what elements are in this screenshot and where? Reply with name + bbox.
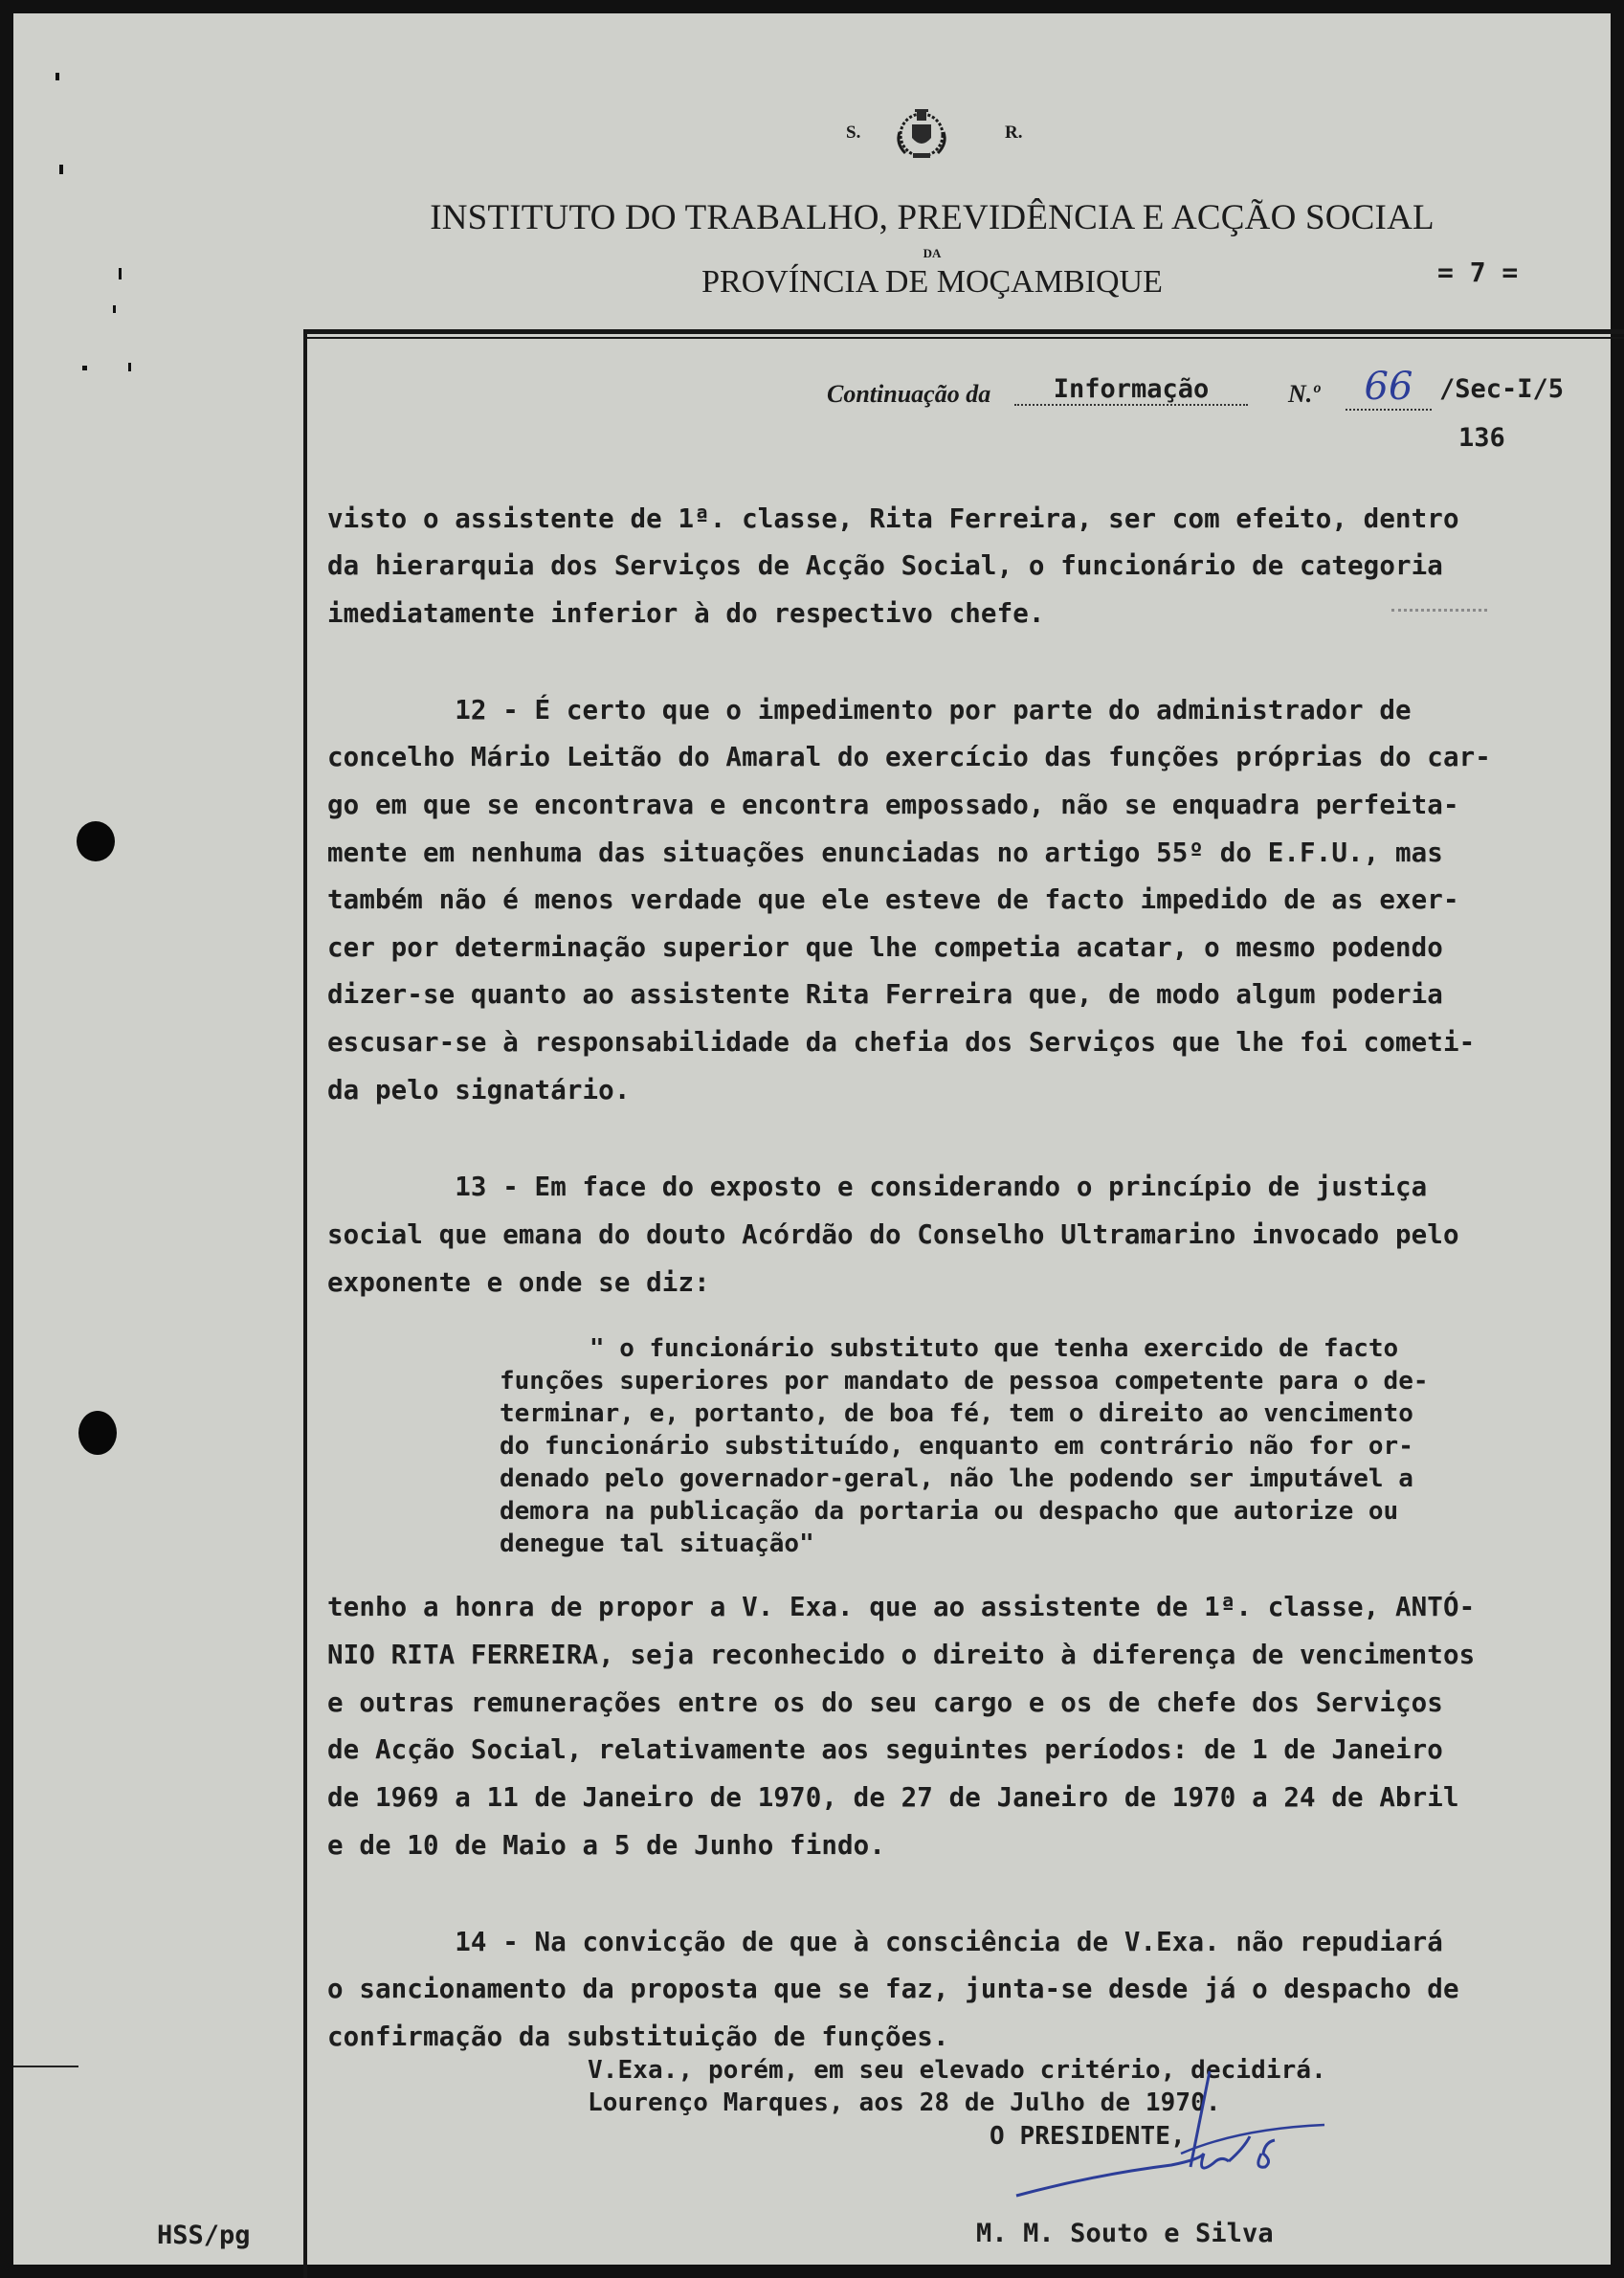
quote-line: terminar, e, portanto, de boa fé, tem o direito ao vencimento xyxy=(500,1399,1413,1428)
text-line: 13 - Em face do exposto e considerando o princípio de justiça xyxy=(327,1172,1428,1202)
punch-hole-upper xyxy=(77,821,115,861)
text-line: imediatamente inferior à do respectivo chefe. xyxy=(327,598,1045,629)
quote-line: do funcionário substituído, enquanto em contrário não for or- xyxy=(500,1432,1413,1461)
punch-hole-lower xyxy=(78,1411,117,1455)
text-line: tenho a honra de propor a V. Exa. que ao assistente de 1ª. classe, ANTÓ- xyxy=(327,1592,1476,1622)
margin-speck xyxy=(119,268,122,279)
text-line: go em que se encontrava e encontra empossado, não se enquadra perfeita- xyxy=(327,790,1459,820)
document-type: Informação xyxy=(1014,374,1248,406)
text-line: de 1969 a 11 de Janeiro de 1970, de 27 de Janeiro de 1970 a 24 de Abril xyxy=(327,1782,1459,1813)
text-line: concelho Mário Leitão do Amaral do exercício das funções próprias do car- xyxy=(327,742,1491,772)
text-line: de Acção Social, relativamente aos seguintes períodos: de 1 de Janeiro xyxy=(327,1734,1443,1765)
province-name: PROVÍNCIA DE MOÇAMBIQUE xyxy=(701,264,1163,300)
quote-line: demora na publicação da portaria ou despacho que autorize ou xyxy=(500,1497,1399,1526)
text-line: também não é menos verdade que ele esteve de facto impedido de as exer- xyxy=(327,884,1459,915)
coat-of-arms-icon xyxy=(892,105,951,165)
typist-initials: HSS/pg xyxy=(157,2221,251,2250)
text-line: visto o assistente de 1ª. classe, Rita Ferreira, ser com efeito, dentro xyxy=(327,503,1459,534)
continuation-label: Continuação da xyxy=(827,380,991,408)
frame-rule-left xyxy=(303,329,307,2278)
text-line: exponente e onde se diz: xyxy=(327,1267,710,1298)
handwritten-number: 66 xyxy=(1346,365,1432,411)
text-line: e outras remunerações entre os do seu cargo e os de chefe dos Serviços xyxy=(327,1687,1443,1718)
text-line: da pelo signatário. xyxy=(327,1075,631,1106)
emblem-letter-r: R. xyxy=(1005,123,1023,143)
quote-line: denegue tal situação" xyxy=(500,1530,814,1558)
frame-rule-top-thin xyxy=(303,337,1624,339)
text-line: dizer-se quanto ao assistente Rita Ferreira que, de modo algum poderia xyxy=(327,979,1443,1010)
faint-mark xyxy=(1391,609,1487,614)
text-line: 12 - É certo que o impedimento por parte do administrador de xyxy=(327,695,1412,726)
institute-name: INSTITUTO DO TRABALHO, PREVIDÊNCIA E ACÇÃO SOCIAL xyxy=(430,198,1435,237)
text-line: confirmação da substituição de funções. xyxy=(327,2021,949,2052)
signatory-title: O PRESIDENTE, xyxy=(990,2122,1186,2151)
margin-speck xyxy=(82,366,87,370)
text-line: mente em nenhuma das situações enunciadas no artigo 55º do E.F.U., mas xyxy=(327,838,1443,868)
sub-number: 136 xyxy=(1458,423,1505,453)
signatory-name: M. M. Souto e Silva xyxy=(976,2219,1274,2248)
closing-line: V.Exa., porém, em seu elevado critério, decidirá. xyxy=(588,2056,1326,2085)
text-line: cer por determinação superior que lhe competia acatar, o mesmo podendo xyxy=(327,932,1443,963)
emblem-row xyxy=(846,105,1076,163)
number-suffix: /Sec-I/5 xyxy=(1439,374,1565,404)
text-line: NIO RITA FERREIRA, seja reconhecido o direito à diferença de vencimentos xyxy=(327,1640,1476,1670)
frame-rule-top xyxy=(303,329,1624,334)
margin-speck xyxy=(56,73,59,80)
quote-line: " o funcionário substituto que tenha exercido de facto xyxy=(500,1334,1399,1363)
quote-line: denado pelo governador-geral, não lhe podendo ser imputável a xyxy=(500,1464,1413,1493)
reference-line xyxy=(827,365,1573,420)
number-label: N.º xyxy=(1288,380,1321,408)
text-line: e de 10 de Maio a 5 de Junho findo. xyxy=(327,1830,885,1861)
emblem-letter-s: S. xyxy=(846,123,861,143)
handwritten-signature-icon xyxy=(1009,2062,1353,2215)
page-number: = 7 = xyxy=(1437,257,1519,288)
text-line: da hierarquia dos Serviços de Acção Social, o funcionário de categoria xyxy=(327,550,1443,581)
quote-line: funções superiores por mandato de pessoa competente para o de- xyxy=(500,1367,1429,1396)
margin-speck xyxy=(113,305,116,313)
text-line: o sancionamento da proposta que se faz, junta-se desde já o despacho de xyxy=(327,1974,1459,2004)
margin-line xyxy=(13,2066,78,2067)
text-line: escusar-se à responsabilidade da chefia dos Serviços que lhe foi cometi- xyxy=(327,1027,1476,1058)
text-line: social que emana do douto Acórdão do Conselho Ultramarino invocado pelo xyxy=(327,1219,1459,1250)
margin-speck xyxy=(59,165,63,174)
closing-line: Lourenço Marques, aos 28 de Julho de 1970. xyxy=(588,2088,1221,2117)
institute-da: DA xyxy=(923,246,942,260)
document-page xyxy=(13,13,1611,2265)
text-line: 14 - Na convicção de que à consciência de V.Exa. não repudiará xyxy=(327,1927,1443,1957)
margin-speck xyxy=(128,363,131,371)
